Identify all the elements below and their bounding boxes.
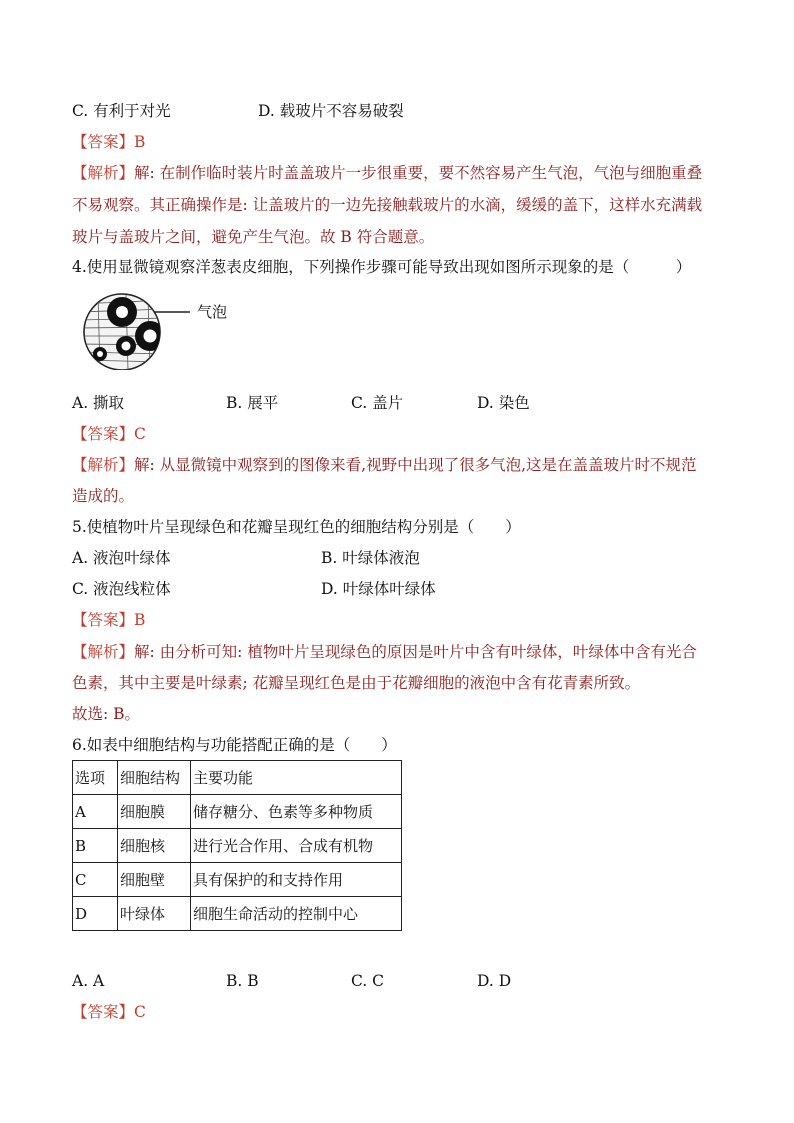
q4-stem: 4.使用显微镜观察洋葱表皮细胞，下列操作步骤可能导致出现如图所示现象的是（ ）	[72, 258, 692, 276]
q4-option-a: A. 撕取	[72, 394, 125, 412]
q3-explanation-line: 不易观察。其正确操作是: 让盖玻片的一边先接触载玻片的水滴，缓缓的盖下，这样水充满载	[72, 196, 703, 214]
q5-option-a: A. 液泡叶绿体	[72, 549, 171, 567]
q3-answer	[72, 132, 145, 152]
q4-option-c: C. 盖片	[351, 394, 404, 412]
q4-explanation-line	[72, 455, 697, 475]
q5-answer	[72, 610, 145, 630]
explanation-text: 解: 由分析可知: 植物叶片呈现绿色的原因是叶片中含有叶绿体，叶绿体中含有光合	[134, 643, 697, 661]
q6-option-d: D. D	[477, 972, 512, 990]
q6-option-b: B. B	[226, 972, 259, 990]
q3-option-d: D. 载玻片不容易破裂	[258, 102, 404, 120]
q3-explanation-line: 玻片与盖玻片之间，避免产生气泡。故 B 符合题意。	[72, 228, 435, 246]
q5-stem: 5.使植物叶片呈现绿色和花瓣呈现红色的细胞结构分别是（ ）	[72, 518, 521, 536]
table-cell: D	[73, 897, 118, 931]
explanation-tag: 【解析】	[72, 456, 135, 474]
answer-value: B	[134, 133, 146, 151]
answer-tag: 【答案】	[72, 133, 135, 151]
q3-option-c: C. 有利于对光	[72, 102, 171, 120]
explanation-text: 解: 在制作临时装片时盖盖玻片一步很重要，要不然容易产生气泡，气泡与细胞重叠	[134, 164, 703, 182]
answer-value: B	[134, 611, 146, 629]
table-cell: 细胞膜	[118, 795, 191, 829]
answer-tag: 【答案】	[72, 425, 135, 443]
table-row	[73, 863, 402, 897]
table-cell: 叶绿体	[118, 897, 191, 931]
table-header-cell: 选项	[73, 761, 118, 795]
answer-value: C	[134, 425, 146, 443]
figure-label-bubble: 气泡	[197, 303, 228, 321]
q6-stem: 6.如表中细胞结构与功能搭配正确的是（ ）	[72, 736, 397, 754]
q5-explanation-line: 故选: B。	[72, 705, 141, 723]
table-header-row	[73, 761, 402, 795]
answer-tag: 【答案】	[72, 611, 135, 629]
q4-option-b: B. 展平	[226, 394, 279, 412]
table-cell: 细胞壁	[118, 863, 191, 897]
microscope-bubbles-figure	[78, 290, 238, 370]
table-cell: A	[73, 795, 118, 829]
q4-explanation-line: 造成的。	[72, 487, 135, 505]
cell-structure-table	[72, 760, 402, 931]
table-header-cell: 细胞结构	[118, 761, 191, 795]
table-cell: 细胞核	[118, 829, 191, 863]
q6-answer	[72, 1002, 146, 1022]
q5-option-d: D. 叶绿体叶绿体	[321, 580, 436, 598]
q5-explanation-line	[72, 642, 697, 662]
q3-explanation-line	[72, 163, 702, 183]
q6-option-a: A. A	[72, 972, 105, 990]
table-cell: C	[73, 863, 118, 897]
table-header-cell: 主要功能	[191, 761, 402, 795]
explanation-tag: 【解析】	[72, 164, 135, 182]
table-row	[73, 795, 402, 829]
table-cell: 进行光合作用、合成有机物	[191, 829, 402, 863]
q5-option-b: B. 叶绿体液泡	[321, 549, 420, 567]
table-cell: 储存糖分、色素等多种物质	[191, 795, 402, 829]
q5-explanation-line: 色素，其中主要是叶绿素; 花瓣呈现红色是由于花瓣细胞的液泡中含有花青素所致。	[72, 674, 641, 692]
table-row	[73, 829, 402, 863]
table-cell: B	[73, 829, 118, 863]
q4-option-d: D. 染色	[477, 394, 530, 412]
q6-option-c: C. C	[351, 972, 385, 990]
answer-value: C	[134, 1003, 146, 1021]
answer-tag: 【答案】	[72, 1003, 135, 1021]
table-cell: 具有保护的和支持作用	[191, 863, 402, 897]
explanation-tag: 【解析】	[72, 643, 135, 661]
q4-answer	[72, 424, 146, 444]
table-row	[73, 897, 402, 931]
explanation-text: 解: 从显微镜中观察到的图像来看,视野中出现了很多气泡,这是在盖盖玻片时不规范	[134, 456, 697, 474]
q5-option-c: C. 液泡线粒体	[72, 580, 171, 598]
table-cell: 细胞生命活动的控制中心	[191, 897, 402, 931]
